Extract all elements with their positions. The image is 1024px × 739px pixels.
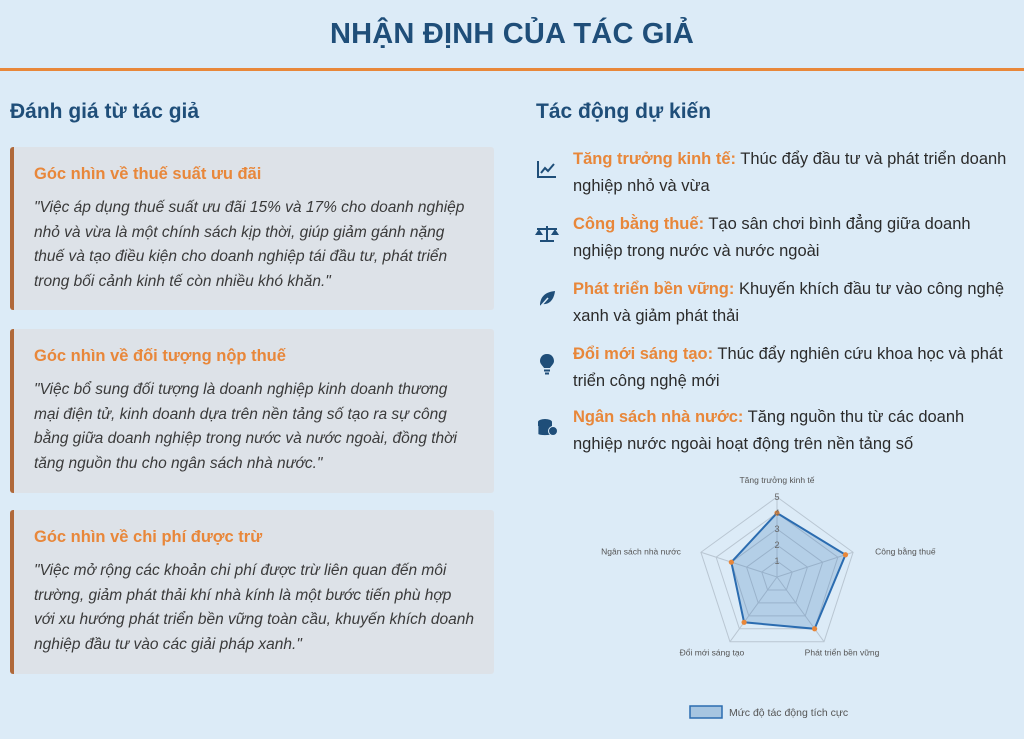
impact-label: Tăng trưởng kinh tế:: [573, 150, 737, 168]
tick-label: 1: [774, 556, 780, 566]
legend-swatch: [690, 706, 722, 718]
left-column-title: Đánh giá từ tác giả: [10, 100, 200, 123]
category-label: Công bằng thuế: [875, 546, 936, 557]
category-label: Đổi mới sáng tạo: [679, 647, 745, 658]
chart-line-icon: [534, 156, 560, 182]
leaf-icon: [534, 286, 560, 312]
impact-label: Ngân sách nhà nước:: [573, 408, 744, 426]
header-bar: [0, 0, 1024, 71]
impact-label: Công bằng thuế:: [573, 215, 705, 233]
page-title: NHẬN ĐỊNH CỦA TÁC GIẢ: [330, 17, 694, 50]
series-area: [731, 513, 845, 629]
coins-icon: [534, 414, 560, 440]
data-point: [812, 626, 817, 631]
tick-label: 3: [774, 524, 780, 534]
impact-text: Tăng nguồn thu từ các doanh nghiệp nước ngoài hoạt động trên nền tảng số: [573, 408, 965, 453]
lightbulb-icon: [534, 351, 560, 377]
opinion-card-taxpayers: [10, 329, 494, 493]
data-point: [729, 560, 734, 565]
tick-label: 2: [774, 540, 780, 550]
impact-item-tax-fairness: [534, 211, 1014, 264]
impact-item-sustainability: [534, 276, 1014, 329]
card-quote: "Việc bổ sung đối tượng là doanh nghiệp kinh doanh thương mại điện tử, kinh doanh dựa trên nền tảng số tạo ra sự công bằng giữa doanh nghiệp trong nước và nước ngoài, đồng thời tăng nguồn thu cho ngân sách nhà nước.": [34, 381, 457, 472]
impact-item-innovation: [534, 341, 1014, 394]
category-label: Phát triển bền vững: [804, 647, 880, 658]
right-column-title: Tác động dự kiến: [536, 100, 712, 123]
tick-label: 4: [774, 508, 780, 518]
impact-item-state-budget: [534, 404, 1014, 457]
impact-label: Phát triển bền vững:: [573, 280, 735, 298]
legend-label: Mức độ tác động tích cực: [729, 707, 849, 719]
impact-item-economic-growth: [534, 146, 1014, 199]
card-heading: Góc nhìn về đối tượng nộp thuế: [34, 347, 286, 365]
opinion-card-tax-rate: [10, 147, 494, 310]
card-heading: Góc nhìn về chi phí được trừ: [34, 528, 263, 546]
balance-scale-icon: [534, 221, 560, 247]
impact-text: Thúc đẩy đầu tư và phát triển doanh nghiệp nhỏ và vừa: [573, 150, 1007, 195]
category-label: Ngân sách nhà nước: [601, 546, 681, 557]
impact-text: Tạo sân chơi bình đẳng giữa doanh nghiệp trong nước và nước ngoài: [573, 215, 971, 260]
data-point: [741, 620, 746, 625]
opinion-card-deductible-costs: [10, 510, 494, 674]
card-heading: Góc nhìn về thuế suất ưu đãi: [34, 165, 262, 183]
card-quote: "Việc áp dụng thuế suất ưu đãi 15% và 17% cho doanh nghiệp nhỏ và vừa là một chính sách kịp thời, giúp giảm gánh nặng thuế và tạo điều kiện cho doanh nghiệp tái đầu tư, phát triển trong bối cảnh kinh tế còn nhiều khó khăn.": [34, 199, 465, 290]
category-label: Tăng trưởng kinh tế: [739, 475, 815, 485]
impact-text: Khuyến khích đầu tư vào công nghệ xanh và giảm phát thải: [573, 280, 1005, 325]
data-point: [843, 552, 848, 557]
impact-label: Đổi mới sáng tạo:: [573, 345, 714, 363]
card-quote: "Việc mở rộng các khoản chi phí được trừ liên quan đến môi trường, giảm phát thải khí nhà kính là một bước tiến phù hợp với xu hướng phát triển bền vững toàn cầu, khuyến khích doanh nghiệp đầu tư vào các giải pháp xanh.": [34, 562, 474, 653]
impact-text: Thúc đẩy nghiên cứu khoa học và phát triển công nghệ mới: [573, 345, 1003, 390]
tick-label: 5: [774, 492, 780, 502]
radar-chart: [580, 470, 960, 725]
